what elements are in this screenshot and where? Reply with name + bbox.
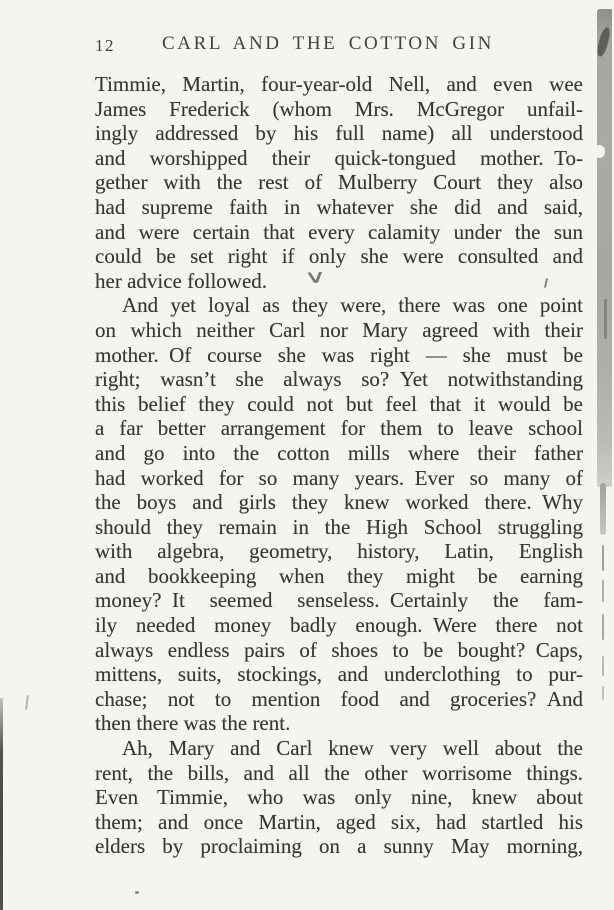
text-line: this belief they could not but feel that it would be — [95, 391, 583, 416]
text-line: ingly addressed by his full name) all understood — [95, 121, 583, 146]
text-line: elders by proclaiming on a sunny May morning, — [95, 834, 583, 859]
scan-artifact-dark-blob — [596, 26, 612, 57]
text-line: money? It seemed senseless. Certainly the fam- — [95, 588, 583, 613]
pencil-check-mark: ∨ — [303, 266, 328, 288]
text-line: could be set right if only she were consulted and — [95, 244, 583, 269]
text-line: had worked for so many years. Ever so many of — [95, 465, 583, 490]
scan-artifact-dash — [602, 656, 604, 676]
scan-artifact-left-edge-line — [0, 698, 3, 910]
page-number: 12 — [95, 36, 115, 55]
text-line: them; and once Martin, aged six, had startled his — [95, 809, 583, 834]
scan-artifact-notch — [594, 145, 605, 158]
scan-artifact-streak — [604, 299, 607, 339]
text-line: a far better arrangement for them to leave school — [95, 416, 583, 441]
text-line: And yet loyal as they were, there was one point — [122, 293, 583, 318]
scan-artifact-strip-tail — [600, 483, 606, 535]
text-line: on which neither Carl nor Mary agreed with their — [95, 317, 583, 342]
text-line: James Frederick (whom Mrs. McGregor unfail- — [95, 96, 583, 121]
scan-artifact-margin-tick — [25, 695, 29, 710]
text-line: Even Timmie, who was only nine, knew about — [95, 785, 583, 810]
text-line: Ah, Mary and Carl knew very well about the — [122, 736, 583, 761]
text-line: and worshipped their quick-tongued mother. To- — [95, 145, 583, 170]
text-line: always endless pairs of shoes to be bought? Caps, — [95, 637, 583, 662]
text-line: and go into the cotton mills where their father — [95, 440, 583, 465]
text-line: mother. Of course she was right — she must be — [95, 342, 583, 367]
scan-artifact-dash — [602, 580, 604, 602]
text-line: her advice followed. — [95, 268, 268, 293]
text-line: Timmie, Martin, four-year-old Nell, and even wee — [95, 72, 583, 96]
text-line: had supreme faith in whatever she did and said, — [95, 194, 583, 219]
text-block — [95, 72, 583, 859]
scan-artifact-dash — [602, 686, 604, 700]
text-line: ily needed money badly enough. Were there not — [95, 613, 583, 638]
text-line: with algebra, geometry, history, Latin, English — [95, 539, 583, 564]
text-line: right; wasn’t she always so? Yet notwithstanding — [95, 367, 583, 392]
scan-artifact-right-strip — [597, 9, 612, 487]
text-line: the boys and girls they knew worked there. Why — [95, 490, 583, 515]
text-line: rent, the bills, and all the other worrisome things. — [95, 760, 583, 785]
text-line: mittens, suits, stockings, and underclothing to pur- — [95, 662, 583, 687]
scan-artifact-dash — [602, 545, 604, 571]
text-line: and were certain that every calamity under the sun — [95, 219, 583, 244]
scan-artifact-dot — [135, 891, 139, 894]
running-title: CARL AND THE COTTON GIN — [162, 33, 494, 54]
text-line: gether with the rest of Mulberry Court they also — [95, 170, 583, 195]
scan-artifact-dash — [602, 614, 604, 640]
text-line: should they remain in the High School struggling — [95, 514, 583, 539]
text-line: and bookkeeping when they might be earning — [95, 563, 583, 588]
text-line: then there was the rent. — [95, 711, 291, 736]
text-line: chase; not to mention food and groceries? And — [95, 686, 583, 711]
